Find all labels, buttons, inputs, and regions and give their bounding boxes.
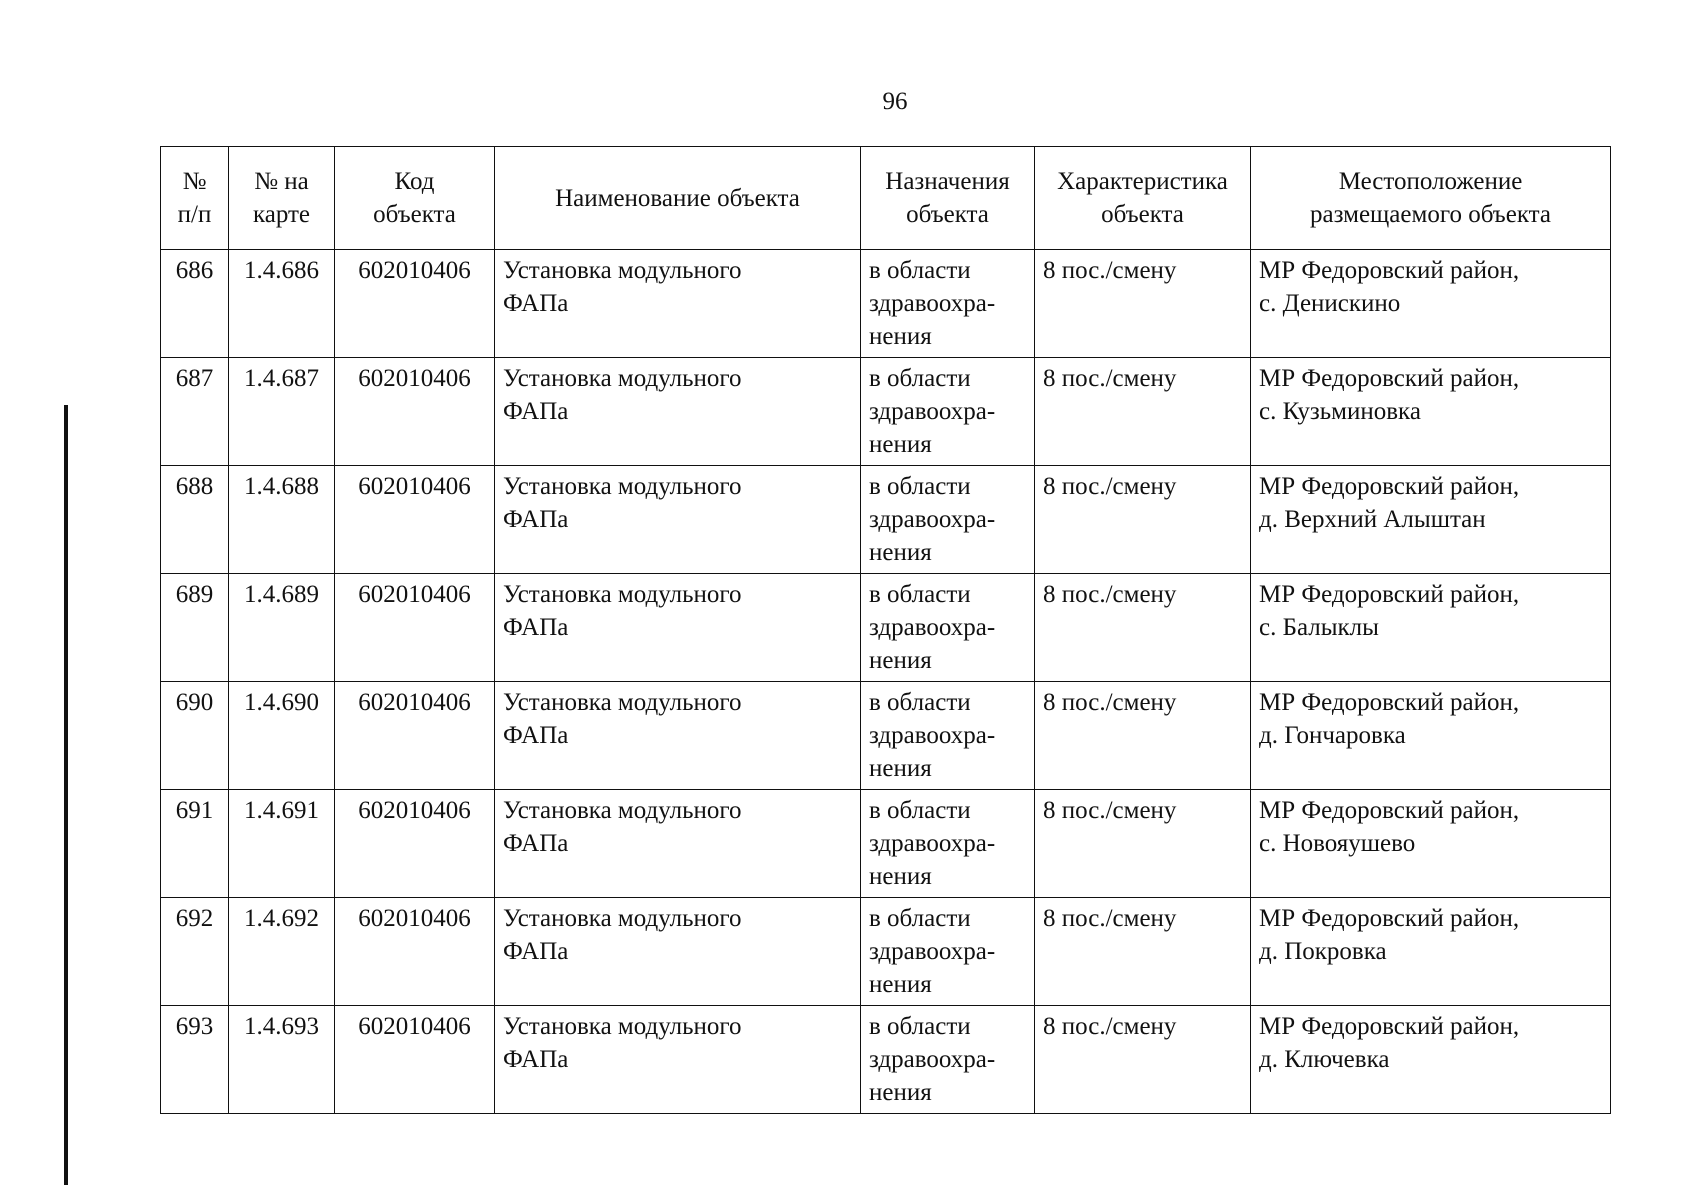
header-object-name: [495, 147, 861, 250]
cell-number: 687: [161, 358, 229, 466]
cell-object-purpose: [861, 250, 1035, 358]
cell-text-line: в области: [869, 365, 971, 392]
margin-binding-line: [64, 405, 68, 1185]
cell-object-characteristic: 8 пос./смену: [1035, 682, 1251, 790]
cell-text-line: с. Новояушево: [1259, 830, 1416, 857]
cell-text-line: в области: [869, 581, 971, 608]
cell-text-line: МР Федоровский район,: [1259, 581, 1520, 608]
cell-text-line: МР Федоровский район,: [1259, 365, 1520, 392]
cell-object-purpose: [861, 1006, 1035, 1114]
cell-text-line: №: [182, 168, 207, 195]
cell-text-line: Установка модульного: [503, 1013, 742, 1040]
cell-text-line: Местоположение: [1338, 168, 1523, 195]
table-row: [161, 1006, 1611, 1114]
cell-text-line: д. Гончаровка: [1259, 722, 1406, 749]
cell-object-code: 602010406: [335, 1006, 495, 1114]
cell-text-line: Характеристика: [1057, 168, 1228, 195]
cell-map-number: 1.4.692: [229, 898, 335, 1006]
cell-text-line: Установка модульного: [503, 581, 742, 608]
cell-object-purpose: [861, 682, 1035, 790]
cell-number: 693: [161, 1006, 229, 1114]
cell-text-line: ФАПа: [503, 290, 569, 317]
cell-text-line: нения: [869, 1079, 932, 1106]
table-row: [161, 358, 1611, 466]
cell-object-name: [495, 682, 861, 790]
cell-map-number: 1.4.691: [229, 790, 335, 898]
table-row: [161, 466, 1611, 574]
cell-object-name: [495, 250, 861, 358]
cell-text-line: МР Федоровский район,: [1259, 473, 1520, 500]
cell-text-line: Установка модульного: [503, 257, 742, 284]
cell-object-characteristic: 8 пос./смену: [1035, 790, 1251, 898]
cell-number: 688: [161, 466, 229, 574]
header-row: [161, 147, 1611, 250]
header-object-location: [1251, 147, 1611, 250]
cell-text-line: в области: [869, 1013, 971, 1040]
cell-object-code: 602010406: [335, 358, 495, 466]
cell-object-location: [1251, 358, 1611, 466]
cell-text-line: д. Покровка: [1259, 938, 1387, 965]
cell-object-purpose: [861, 790, 1035, 898]
cell-text-line: № на: [254, 168, 309, 195]
cell-object-name: [495, 358, 861, 466]
table-row: [161, 790, 1611, 898]
cell-object-code: 602010406: [335, 250, 495, 358]
cell-number: 686: [161, 250, 229, 358]
cell-object-location: [1251, 790, 1611, 898]
cell-object-characteristic: 8 пос./смену: [1035, 466, 1251, 574]
cell-text-line: МР Федоровский район,: [1259, 257, 1520, 284]
cell-number: 689: [161, 574, 229, 682]
cell-object-location: [1251, 682, 1611, 790]
page-number: 96: [882, 88, 908, 115]
cell-text-line: здравоохра-: [869, 614, 996, 641]
cell-text-line: в области: [869, 689, 971, 716]
cell-text-line: объекта: [906, 201, 989, 228]
cell-object-characteristic: 8 пос./смену: [1035, 250, 1251, 358]
cell-text-line: здравоохра-: [869, 722, 996, 749]
cell-text-line: нения: [869, 971, 932, 998]
cell-map-number: 1.4.690: [229, 682, 335, 790]
cell-object-location: [1251, 1006, 1611, 1114]
cell-text-line: здравоохра-: [869, 290, 996, 317]
header-object-purpose: [861, 147, 1035, 250]
cell-object-characteristic: 8 пос./смену: [1035, 358, 1251, 466]
cell-text-line: размещаемого объекта: [1310, 201, 1551, 228]
cell-object-name: [495, 898, 861, 1006]
table-row: [161, 898, 1611, 1006]
cell-map-number: 1.4.687: [229, 358, 335, 466]
cell-text-line: п/п: [177, 201, 212, 228]
header-number: [161, 147, 229, 250]
cell-text-line: ФАПа: [503, 506, 569, 533]
cell-text-line: Установка модульного: [503, 365, 742, 392]
cell-object-purpose: [861, 358, 1035, 466]
cell-number: 690: [161, 682, 229, 790]
cell-text-line: Установка модульного: [503, 689, 742, 716]
cell-text-line: д. Ключевка: [1259, 1046, 1390, 1073]
cell-text-line: Наименование объекта: [555, 184, 800, 212]
cell-object-location: [1251, 250, 1611, 358]
cell-text-line: нения: [869, 323, 932, 350]
cell-text-line: ФАПа: [503, 398, 569, 425]
cell-object-name: [495, 574, 861, 682]
cell-object-location: [1251, 898, 1611, 1006]
cell-object-purpose: [861, 574, 1035, 682]
cell-text-line: Назначения: [885, 168, 1010, 195]
cell-object-characteristic: 8 пос./смену: [1035, 574, 1251, 682]
cell-map-number: 1.4.689: [229, 574, 335, 682]
cell-object-purpose: [861, 898, 1035, 1006]
table-body: [161, 250, 1611, 1114]
cell-text-line: нения: [869, 863, 932, 890]
cell-object-location: [1251, 574, 1611, 682]
cell-text-line: нения: [869, 647, 932, 674]
cell-text-line: в области: [869, 257, 971, 284]
cell-object-name: [495, 790, 861, 898]
cell-number: 691: [161, 790, 229, 898]
cell-text-line: ФАПа: [503, 1046, 569, 1073]
cell-object-characteristic: 8 пос./смену: [1035, 1006, 1251, 1114]
header-object-code: [335, 147, 495, 250]
objects-table: [160, 146, 1611, 1114]
cell-object-code: 602010406: [335, 898, 495, 1006]
cell-text-line: здравоохра-: [869, 398, 996, 425]
cell-text-line: МР Федоровский район,: [1259, 689, 1520, 716]
cell-text-line: ФАПа: [503, 722, 569, 749]
cell-text-line: здравоохра-: [869, 938, 996, 965]
cell-object-name: [495, 466, 861, 574]
cell-text-line: здравоохра-: [869, 830, 996, 857]
cell-object-name: [495, 1006, 861, 1114]
cell-object-characteristic: 8 пос./смену: [1035, 898, 1251, 1006]
table-row: [161, 574, 1611, 682]
cell-text-line: Установка модульного: [503, 905, 742, 932]
cell-text-line: Код: [394, 168, 435, 195]
cell-text-line: нения: [869, 431, 932, 458]
table-row: [161, 250, 1611, 358]
cell-object-code: 602010406: [335, 466, 495, 574]
cell-text-line: МР Федоровский район,: [1259, 1013, 1520, 1040]
header-map-number: [229, 147, 335, 250]
cell-number: 692: [161, 898, 229, 1006]
cell-object-code: 602010406: [335, 790, 495, 898]
cell-text-line: в области: [869, 905, 971, 932]
cell-text-line: МР Федоровский район,: [1259, 905, 1520, 932]
cell-text-line: объекта: [1101, 201, 1184, 228]
cell-object-purpose: [861, 466, 1035, 574]
cell-text-line: д. Верхний Алыштан: [1259, 506, 1486, 533]
cell-text-line: в области: [869, 473, 971, 500]
cell-text-line: с. Балыклы: [1259, 614, 1379, 641]
cell-text-line: объекта: [373, 201, 456, 228]
cell-text-line: ФАПа: [503, 938, 569, 965]
cell-object-code: 602010406: [335, 682, 495, 790]
table-header: [161, 147, 1611, 250]
cell-text-line: с. Кузьминовка: [1259, 398, 1421, 425]
table-row: [161, 682, 1611, 790]
cell-text-line: нения: [869, 755, 932, 782]
cell-text-line: нения: [869, 539, 932, 566]
cell-text-line: Установка модульного: [503, 797, 742, 824]
cell-map-number: 1.4.688: [229, 466, 335, 574]
header-object-characteristic: [1035, 147, 1251, 250]
cell-text-line: МР Федоровский район,: [1259, 797, 1520, 824]
cell-object-location: [1251, 466, 1611, 574]
cell-text-line: здравоохра-: [869, 1046, 996, 1073]
cell-object-code: 602010406: [335, 574, 495, 682]
cell-map-number: 1.4.686: [229, 250, 335, 358]
cell-text-line: карте: [252, 201, 311, 228]
cell-map-number: 1.4.693: [229, 1006, 335, 1114]
cell-text-line: Установка модульного: [503, 473, 742, 500]
cell-text-line: здравоохра-: [869, 506, 996, 533]
cell-text-line: ФАПа: [503, 614, 569, 641]
cell-text-line: в области: [869, 797, 971, 824]
cell-text-line: ФАПа: [503, 830, 569, 857]
cell-text-line: с. Денискино: [1259, 290, 1401, 317]
